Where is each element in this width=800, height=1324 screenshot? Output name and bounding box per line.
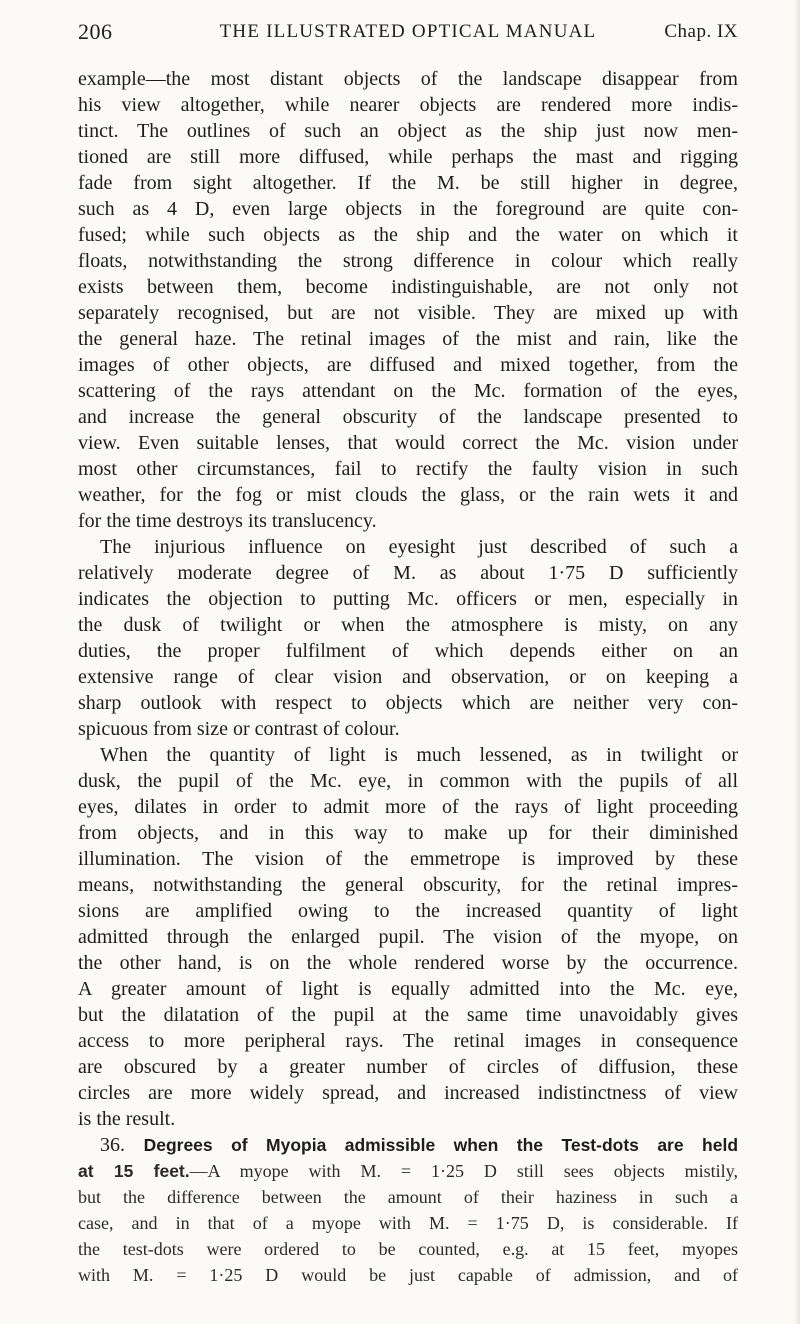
- text-line: A greater amount of light is equally admitted into the Mc. eye,: [78, 978, 738, 1000]
- page-edge-shadow: [794, 0, 800, 1324]
- text-line: the test-dots were ordered to be counted, e.g. at 15 feet, myopes: [78, 1239, 738, 1259]
- text-line: weather, for the fog or mist clouds the glass, or the rain wets it and: [78, 484, 738, 506]
- text-line: are obscured by a greater number of circles of diffusion, these: [78, 1056, 738, 1078]
- text-line: such as 4 D, even large objects in the foreground are quite con-: [78, 198, 738, 220]
- text-line: [78, 1158, 738, 1184]
- text-line: means, notwithstanding the general obscurity, for the retinal impres-: [78, 874, 738, 896]
- text-line: dusk, the pupil of the Mc. eye, in common with the pupils of all: [78, 770, 738, 792]
- text-line: most other circumstances, fail to rectify the faulty vision in such: [78, 458, 738, 480]
- text-line: case, and in that of a myope with M. = 1·75 D, is considerable. If: [78, 1213, 738, 1233]
- text-line: example—the most distant objects of the landscape disappear from: [78, 68, 738, 90]
- text-line: spicuous from size or contrast of colour.: [78, 718, 400, 740]
- text-line: his view altogether, while nearer objects are rendered more indis-: [78, 94, 738, 116]
- text-line: fade from sight altogether. If the M. be still higher in degree,: [78, 172, 738, 194]
- section-title: Degrees of Myopia admissible when the Test-dots are held: [143, 1135, 738, 1155]
- text-line: access to more peripheral rays. The retinal images in consequence: [78, 1030, 738, 1052]
- text-line: duties, the proper fulfilment of which depends either on an: [78, 640, 738, 662]
- text-line: floats, notwithstanding the strong difference in colour which really: [78, 250, 738, 272]
- text-line: but the difference between the amount of their haziness in such a: [78, 1187, 738, 1207]
- text-line: tioned are still more diffused, while perhaps the mast and rigging: [78, 146, 738, 168]
- text-line: tinct. The outlines of such an object as the ship just now men-: [78, 120, 738, 142]
- text-line: with M. = 1·25 D would be just capable of admission, and of: [78, 1265, 738, 1285]
- paragraph: [78, 66, 738, 534]
- text-line: for the time destroys its translucency.: [78, 510, 377, 532]
- section-number: 36.: [100, 1134, 125, 1156]
- text-line: the dusk of twilight or when the atmosphere is misty, on any: [78, 614, 738, 636]
- text-line: sions are amplified owing to the increased quantity of light: [78, 900, 738, 922]
- text-line: The injurious influence on eyesight just described of such a: [100, 536, 738, 558]
- text-line: extensive range of clear vision and observation, or on keeping a: [78, 666, 738, 688]
- page-number: 206: [78, 19, 113, 44]
- page-header: [78, 19, 738, 49]
- section-heading-line: [78, 1132, 738, 1158]
- text-line: circles are more widely spread, and increased indistinctness of view: [78, 1082, 738, 1104]
- section-title-cont: at 15 feet.: [78, 1161, 190, 1181]
- running-title: THE ILLUSTRATED OPTICAL MANUAL: [219, 21, 597, 42]
- text-line: eyes, dilates in order to admit more of the rays of light proceeding: [78, 796, 738, 818]
- section-text: —A myope with M. = 1·25 D still sees objects mistily,: [189, 1161, 738, 1181]
- text-line: admitted through the enlarged pupil. The vision of the myope, on: [78, 926, 738, 948]
- paragraph: [78, 534, 738, 742]
- text-line: indicates the objection to putting Mc. officers or men, especially in: [78, 588, 738, 610]
- text-line: sharp outlook with respect to objects which are neither very con-: [78, 692, 738, 714]
- chapter-label: Chap. IX: [664, 21, 738, 42]
- text-line: images of other objects, are diffused and mixed together, from the: [78, 354, 738, 376]
- text-line: the other hand, is on the whole rendered worse by the occurrence.: [78, 952, 738, 974]
- section-36: [78, 1132, 738, 1288]
- text-line: from objects, and in this way to make up for their diminished: [78, 822, 738, 844]
- text-line: fused; while such objects as the ship and the water on which it: [78, 224, 738, 246]
- text-line: separately recognised, but are not visible. They are mixed up with: [78, 302, 738, 324]
- text-line: scattering of the rays attendant on the Mc. formation of the eyes,: [78, 380, 738, 402]
- text-line: the general haze. The retinal images of the mist and rain, like the: [78, 328, 738, 350]
- body-text: [78, 66, 738, 1288]
- text-line: view. Even suitable lenses, that would correct the Mc. vision under: [78, 432, 738, 454]
- text-line: illumination. The vision of the emmetrope is improved by these: [78, 848, 738, 870]
- text-line: but the dilatation of the pupil at the same time unavoidably gives: [78, 1004, 738, 1026]
- text-line: is the result.: [78, 1108, 176, 1130]
- text-line: and increase the general obscurity of the landscape presented to: [78, 406, 738, 428]
- text-line: When the quantity of light is much lessened, as in twilight or: [100, 744, 738, 766]
- text-line: relatively moderate degree of M. as about 1·75 D sufficiently: [78, 562, 738, 584]
- paragraph: [78, 742, 738, 1132]
- text-line: exists between them, become indistinguishable, are not only not: [78, 276, 738, 298]
